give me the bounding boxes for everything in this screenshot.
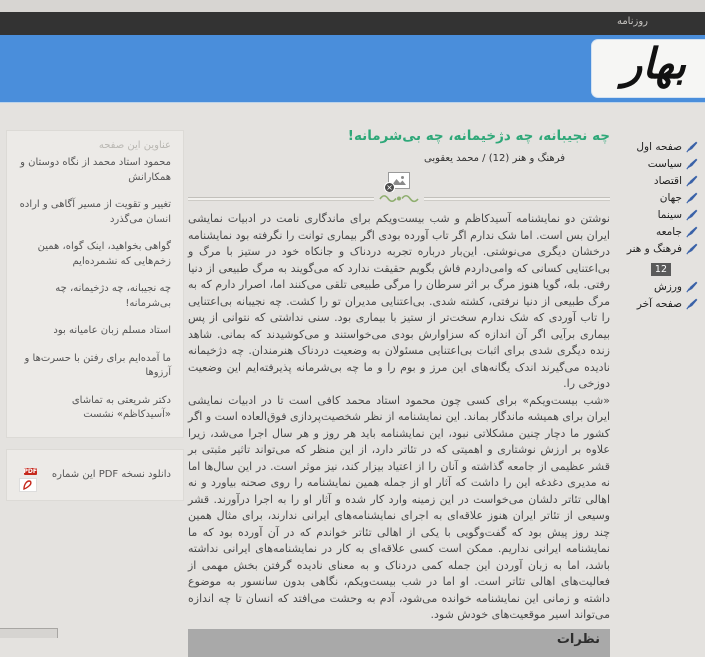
browser-strip xyxy=(0,0,705,12)
pdf-icon xyxy=(19,458,37,492)
page-link[interactable]: تغییر و تقویت از مسیر آگاهی و اراده انسان می‌گذرد xyxy=(19,199,171,225)
article-byline: فرهنگ و هنر (12) / محمد یعقوبی xyxy=(424,153,565,164)
pdf-download-label: دانلود نسخه PDF این شماره xyxy=(51,469,171,480)
page-link[interactable]: استاد مسلم زبان عامیانه بود xyxy=(53,325,171,336)
broken-image-icon xyxy=(386,172,410,192)
top-menu-bar xyxy=(0,12,705,35)
sidebar-item-label: سیاست xyxy=(647,157,682,170)
pen-icon xyxy=(686,242,699,255)
pdf-download-button[interactable] xyxy=(6,449,184,501)
page-titles-box xyxy=(6,130,184,438)
sidebar-item-label: جامعه xyxy=(655,225,682,238)
sidebar-item-sports[interactable] xyxy=(612,278,699,295)
logo-text: بهار xyxy=(621,38,687,88)
article-title[interactable]: چه نجیبانه، چه دژخیمانه، چه بی‌شرمانه! xyxy=(347,128,610,144)
pen-icon xyxy=(686,225,699,238)
sidebar-item-label: جهان xyxy=(659,191,682,204)
sidebar-item-politics[interactable] xyxy=(612,155,699,172)
pen-icon xyxy=(686,208,699,221)
pen-icon xyxy=(686,157,699,170)
sidebar-item-last-page[interactable] xyxy=(612,295,699,312)
acrobat-glyph xyxy=(23,480,33,490)
sidebar-item-label: اقتصاد xyxy=(653,174,682,187)
page-titles-sidebar xyxy=(6,103,184,501)
page-link[interactable]: دکتر شریعتی به تماشای «آسیدکاظم» نشست xyxy=(71,394,171,420)
page-link[interactable]: گواهی بخواهید، اینک گواه، همین زخم‌هایی که نشمرده‌ایم xyxy=(37,241,171,267)
pen-icon xyxy=(686,191,699,204)
sidebar-item-label: فرهنگ و هنر xyxy=(626,242,682,255)
page-link[interactable]: ما آمده‌ایم برای رفتن با حسرت‌ها و آرزوها xyxy=(24,352,171,378)
page-body xyxy=(0,103,705,657)
page-link[interactable]: چه نجیبانه، چه دژخیمانه، چه بی‌شرمانه! xyxy=(55,283,171,309)
sidebar-item-label: ورزش xyxy=(653,280,682,293)
pen-icon xyxy=(686,174,699,187)
pen-icon xyxy=(686,297,699,310)
section-nav-sidebar xyxy=(612,103,705,312)
sidebar-item-label: سینما xyxy=(657,208,682,221)
topbar-menu-item[interactable]: روزنامه xyxy=(616,16,648,27)
article-body xyxy=(188,211,610,624)
page-number-badge[interactable]: 12 xyxy=(651,263,671,276)
pen-icon xyxy=(686,280,699,293)
sidebar-item-cinema[interactable] xyxy=(612,206,699,223)
sidebar-item-society[interactable] xyxy=(612,223,699,240)
article-paragraph: نوشتن دو نمایشنامه آسیدکاظم و شب بیست‌ویکم برای ماندگاری نامت در ادبیات نمایشی ایران بس است. اما شک ندارم اگر تاب آورده بودی اگر بیماری توانت را نگرفته بود نمایشنامه درخشان دیگری می‌نوشتی. این‌بار درباره تجربه دردناک و جانکاه خود در ستیز با مرگ و بی‌اعتنایی کسانی که وامی‌داردم فاش بگویم حقیقت ندارد که می‌گویند به مرگ طبیعی از دنیا رفتی. بله، گویا هنوز مرگ بر اثر سرطان را مرگی طبیعی تلقی می‌کنند اما، اصرار دارم که به مرگ طبیعی از دنیا نرفتی، کشته شدی. بی‌اعتنایی مدیران تو را کشت. چه نجیبانه بی‌اعتنایی را تاب آوردی که شک ندارم سخت‌تر از ستیز با بیماری بود. سنی نداشتی که نتوانی از پس بیماری برآیی اگر آن اندازه که سزاوارش بودی می‌خواستند و می‌کوشیدند که بمانی. شاهد زنده دیگری شدی برای اثبات بی‌اعتنایی مسئولان به وضعیت دردناک هنرمندان. چه دژخیمانه نادیده می‌گیرند اندک یگانه‌های این مرز و بوم را و ما چه بی‌شرمانه پذیرفته‌ایم این وضعیت دوزخی را. xyxy=(188,212,610,390)
site-header xyxy=(0,35,705,103)
article-main xyxy=(188,103,610,657)
sidebar-item-economy[interactable] xyxy=(612,172,699,189)
floral-ornament-icon xyxy=(374,192,424,205)
ornament-divider xyxy=(188,197,610,201)
sidebar-item-culture-art[interactable] xyxy=(612,240,699,257)
pen-icon xyxy=(686,140,699,153)
sidebar-item-front-page[interactable] xyxy=(612,138,699,155)
sidebar-item-world[interactable] xyxy=(612,189,699,206)
close-icon: × xyxy=(384,182,395,193)
pdf-icon-text: PDF xyxy=(23,467,37,475)
sidebar-item-label: صفحه آخر xyxy=(636,297,682,310)
site-logo[interactable] xyxy=(591,39,705,98)
comments-header[interactable]: نظرات xyxy=(188,629,610,657)
page-titles-header: عناوین این صفحه xyxy=(98,140,171,151)
browser-status-bubble xyxy=(0,628,58,638)
article-paragraph: «شب بیست‌ویکم» برای کسی چون محمود استاد محمد کافی است تا در ادبیات نمایشی ایران برای همیشه ماندگار بماند. این نمایشنامه از نظر شخصیت‌پردازی فوق‌العاده است و اگر کشور ما دچار چنین مشکلاتی نبود، این نمایشنامه باید هر روز و هر سال اجرا می‌شد، زیرا علاوه بر ارزش نوشتاری و اهمیتی که در تئاتر دارد، از این منظر که می‌تواند تاثیر مثبتی بر قشر عظیمی از جامعه گذاشته و آنان را از اعتیاد بیزار کند، نیز موثر است. در این سال‌ها اما نه مدیری دغدغه این را داشت که آثار او از جمله همین نمایشنامه را روی صحنه بیاورد و نه اهالی تئاتر دلشان می‌خواست در این زمینه وارد کار شده و آثار او را به اجرا درآورند. قشر وسیعی از تئاتر ایران هنوز علاقه‌ای به اجرای نمایشنامه‌های ایرانی ندارند، برای مثال همین چند روز پیش بود که گفت‌وگویی با یکی از اهالی تئاتر خواندم که در آن آورده بود که ما نمایشنامه ایرانی نداریم. ممکن است کسی علاقه‌ای به کار در نمایشنامه‌های ایرانی نداشته باشد، اما به زبان آوردن این جمله کمی دردناک و به معنای نادیده گرفتن بخش مهمی از فعالیت‌های اهالی تئاتر است. او اما در شب بیست‌ویکم، نگاهی بدون سانسور به موضوع داشته و زمانی این نمایشنامه خوانده می‌شود، آدم به وحشت می‌افتد که انسان تا چه اندازه می‌تواند اسیر موقعیت‌های خودش شود. xyxy=(188,393,610,621)
sidebar-item-label: صفحه اول xyxy=(636,140,682,153)
page-link[interactable]: محمود استاد محمد از نگاه دوستان و همکارانش xyxy=(20,157,171,183)
